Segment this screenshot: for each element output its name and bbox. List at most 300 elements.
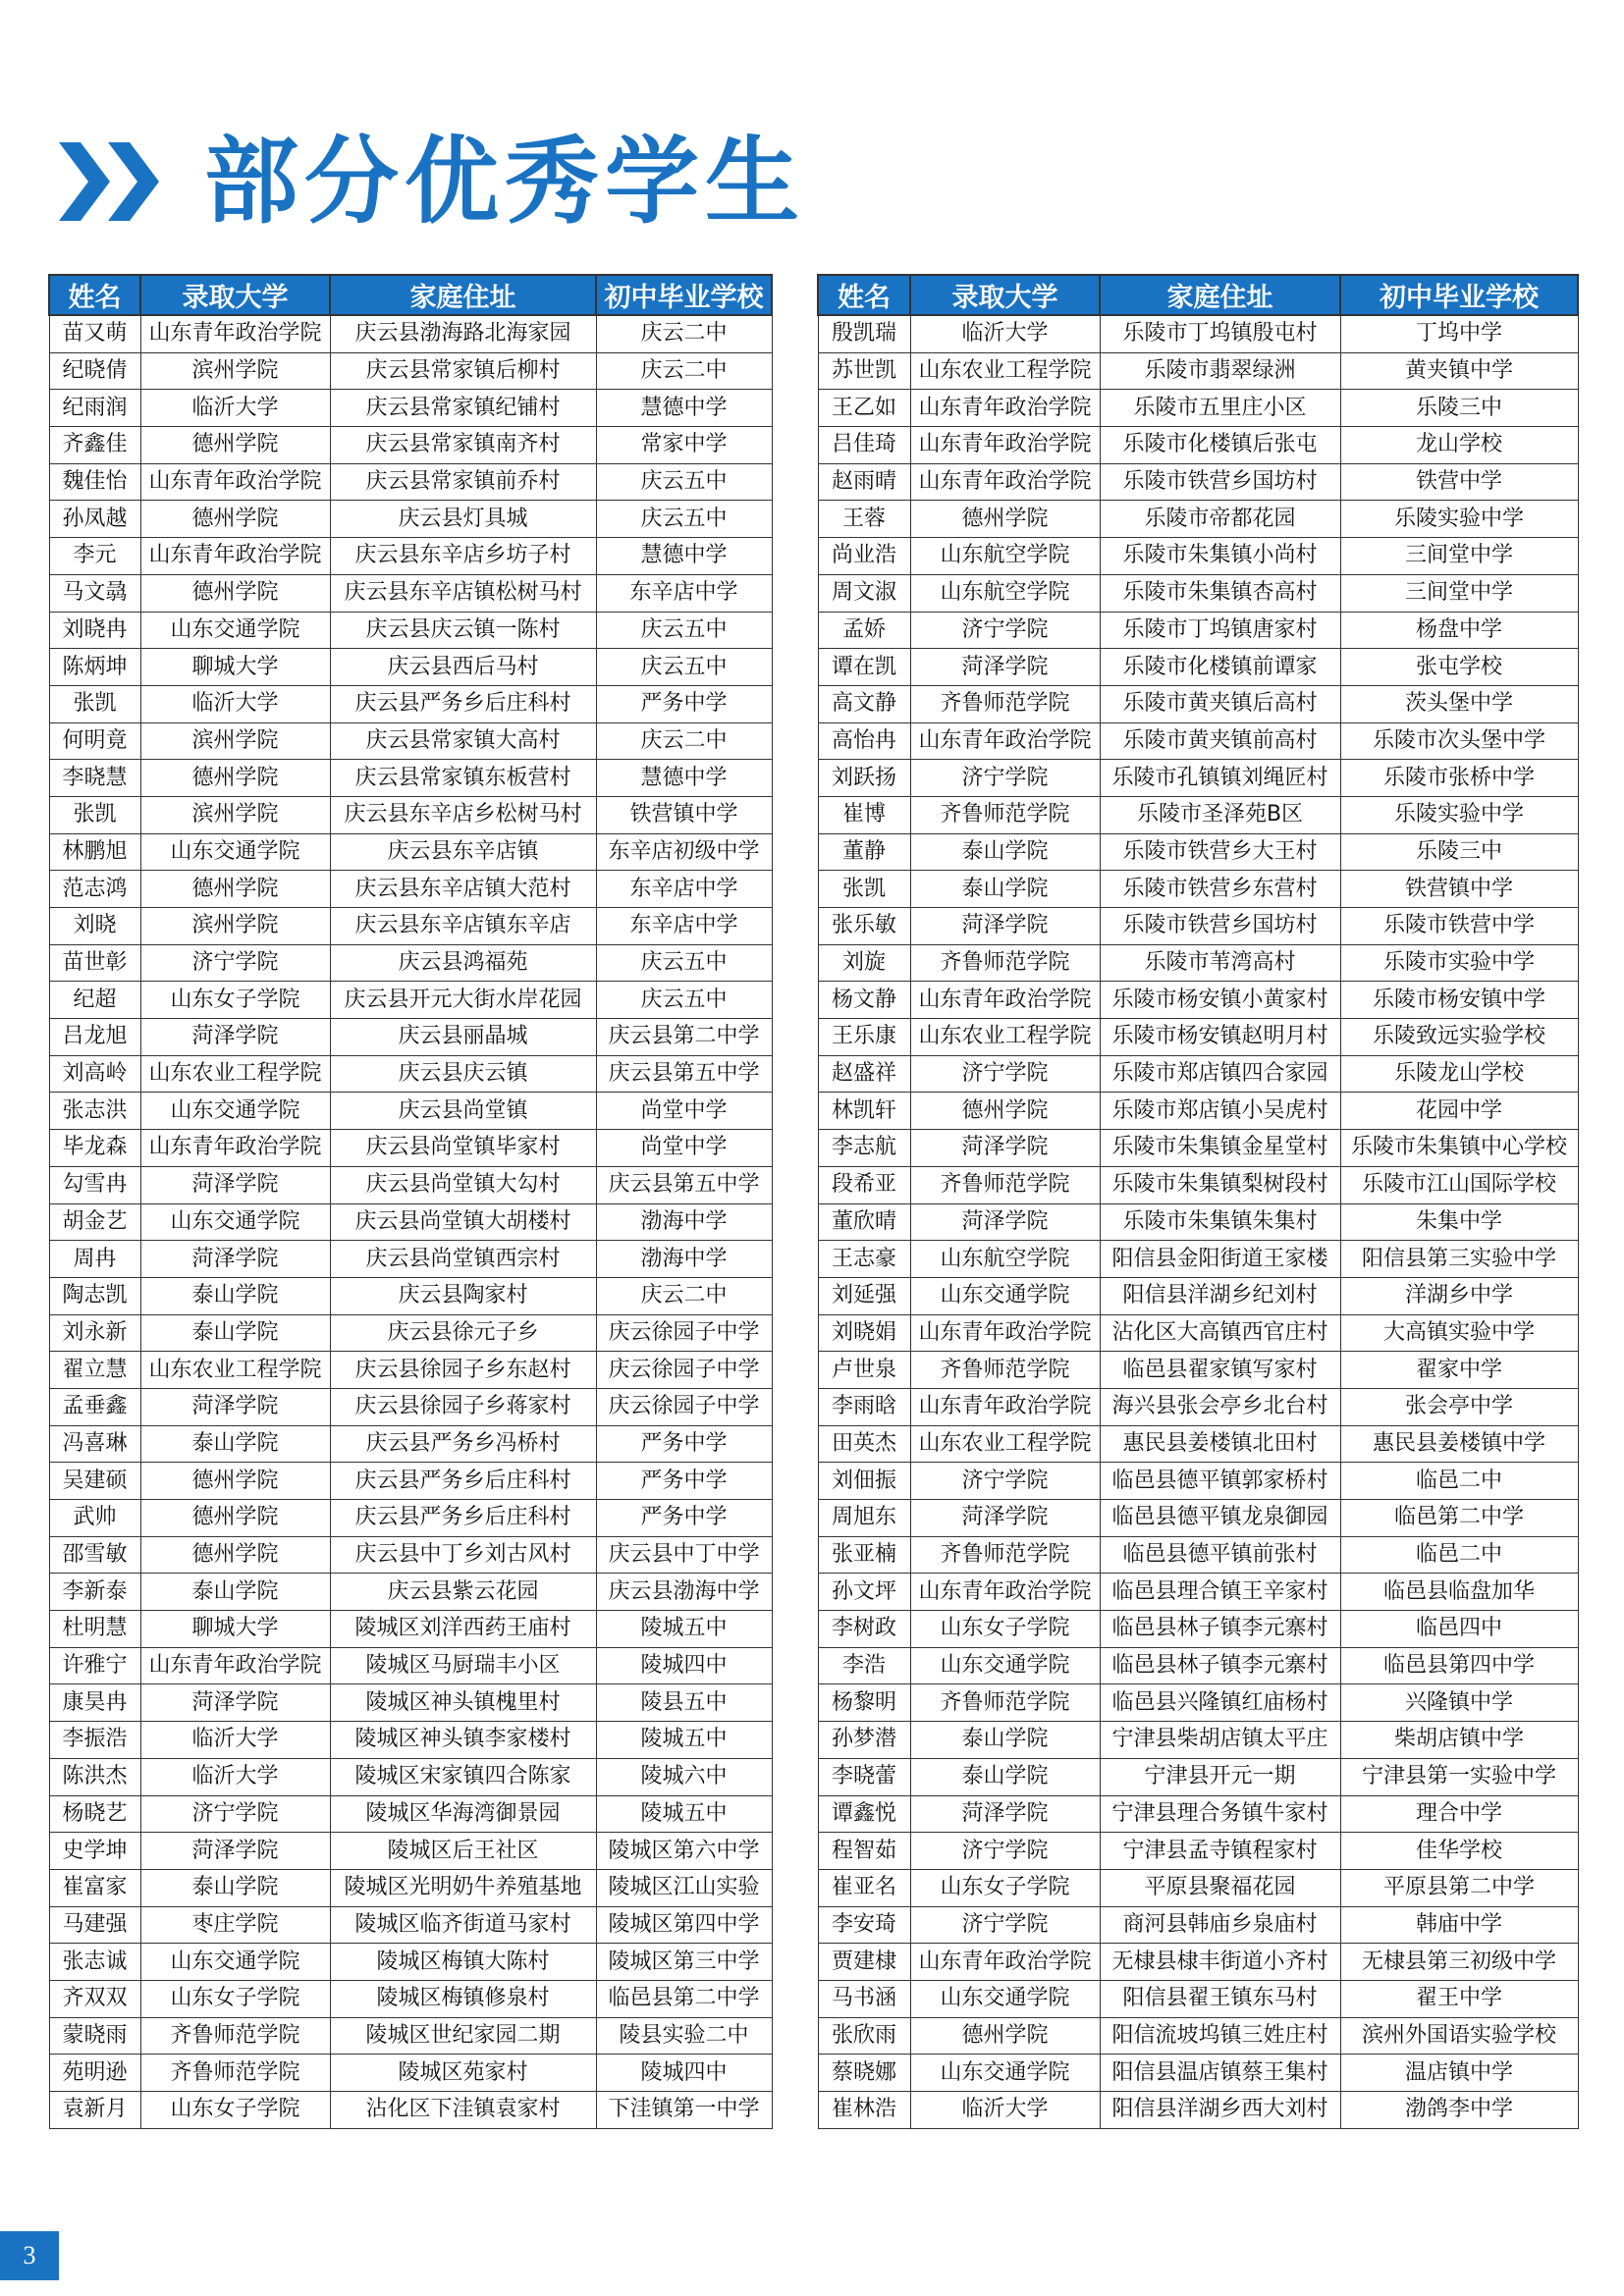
cell-middle-school: 东辛店中学 — [596, 908, 772, 945]
cell-university: 临沂大学 — [140, 1758, 330, 1795]
table-row — [49, 908, 772, 945]
table-row — [49, 796, 772, 833]
cell-address: 陵城区华海湾御景园 — [330, 1795, 596, 1833]
cell-middle-school: 严务中学 — [596, 1500, 772, 1537]
cell-university: 泰山学院 — [910, 871, 1100, 908]
cell-university: 菏泽学院 — [140, 1684, 330, 1722]
cell-address: 乐陵市化楼镇前谭家 — [1100, 649, 1340, 686]
cell-university: 德州学院 — [140, 427, 330, 464]
cell-name: 赵雨晴 — [818, 463, 910, 501]
cell-middle-school: 杨盘中学 — [1340, 612, 1578, 649]
cell-middle-school: 阳信县第三实验中学 — [1340, 1241, 1578, 1278]
header-address: 家庭住址 — [330, 275, 596, 315]
cell-address: 乐陵市朱集镇小尚村 — [1100, 538, 1340, 575]
cell-middle-school: 庆云二中 — [596, 315, 772, 352]
cell-middle-school: 陵城六中 — [596, 1758, 772, 1795]
table-row — [818, 1425, 1578, 1463]
cell-university: 山东青年政治学院 — [910, 1314, 1100, 1352]
cell-middle-school: 乐陵市铁营中学 — [1340, 908, 1578, 945]
cell-middle-school: 龙山学校 — [1340, 427, 1578, 464]
table-row — [818, 1093, 1578, 1130]
cell-address: 庆云县徐园子乡东赵村 — [330, 1352, 596, 1389]
table-row — [818, 612, 1578, 649]
cell-university: 山东交通学院 — [910, 2055, 1100, 2092]
cell-university: 山东青年政治学院 — [140, 1647, 330, 1684]
cell-middle-school: 陵城区第三中学 — [596, 1944, 772, 1981]
cell-middle-school: 庆云县第二中学 — [596, 1019, 772, 1056]
table-row — [818, 1352, 1578, 1389]
table-row — [49, 390, 772, 427]
cell-university: 德州学院 — [140, 574, 330, 612]
table-row — [818, 871, 1578, 908]
cell-university: 泰山学院 — [140, 1869, 330, 1906]
cell-name: 谭在凯 — [818, 649, 910, 686]
cell-name: 李晓蕾 — [818, 1758, 910, 1795]
cell-name: 刘旋 — [818, 944, 910, 982]
table-row — [49, 574, 772, 612]
table-row — [818, 833, 1578, 871]
cell-middle-school: 临邑二中 — [1340, 1463, 1578, 1500]
cell-name: 苏世凯 — [818, 352, 910, 390]
cell-middle-school: 三间堂中学 — [1340, 574, 1578, 612]
cell-address: 临邑县理合镇王辛家村 — [1100, 1574, 1340, 1611]
cell-university: 德州学院 — [140, 760, 330, 797]
cell-name: 许雅宁 — [49, 1647, 140, 1684]
cell-name: 刘晓娟 — [818, 1314, 910, 1352]
cell-university: 山东农业工程学院 — [140, 1352, 330, 1389]
cell-middle-school: 庆云五中 — [596, 982, 772, 1019]
cell-name: 崔博 — [818, 796, 910, 833]
cell-address: 庆云县庆云镇一陈村 — [330, 612, 596, 649]
cell-middle-school: 常家中学 — [596, 427, 772, 464]
cell-university: 山东交通学院 — [140, 612, 330, 649]
table-row — [818, 1019, 1578, 1056]
cell-address: 临邑县林子镇李元寨村 — [1100, 1611, 1340, 1648]
cell-name: 史学坤 — [49, 1833, 140, 1870]
cell-name: 田英杰 — [818, 1425, 910, 1463]
cell-middle-school: 陵城五中 — [596, 1722, 772, 1759]
cell-university: 菏泽学院 — [140, 1019, 330, 1056]
cell-middle-school: 乐陵致远实验学校 — [1340, 1019, 1578, 1056]
cell-name: 刘高岭 — [49, 1055, 140, 1093]
cell-university: 滨州学院 — [140, 796, 330, 833]
cell-university: 济宁学院 — [910, 1906, 1100, 1944]
cell-middle-school: 温店镇中学 — [1340, 2055, 1578, 2092]
cell-address: 临邑县德平镇前张村 — [1100, 1536, 1340, 1574]
table-row — [49, 982, 772, 1019]
cell-name: 张凯 — [49, 796, 140, 833]
cell-name: 吕龙旭 — [49, 1019, 140, 1056]
table-row — [818, 1611, 1578, 1648]
cell-middle-school: 佳华学校 — [1340, 1833, 1578, 1870]
cell-name: 王蓉 — [818, 501, 910, 538]
cell-name: 卢世泉 — [818, 1352, 910, 1389]
cell-university: 菏泽学院 — [140, 1241, 330, 1278]
cell-university: 滨州学院 — [140, 722, 330, 760]
cell-address: 乐陵市苇湾高村 — [1100, 944, 1340, 982]
table-row — [49, 722, 772, 760]
table-row — [818, 722, 1578, 760]
cell-address: 乐陵市铁营乡国坊村 — [1100, 463, 1340, 501]
cell-middle-school: 严务中学 — [596, 1425, 772, 1463]
header-name: 姓名 — [818, 275, 910, 315]
cell-university: 山东青年政治学院 — [910, 1388, 1100, 1425]
cell-university: 泰山学院 — [140, 1277, 330, 1314]
cell-name: 王志豪 — [818, 1241, 910, 1278]
cell-name: 张志诚 — [49, 1944, 140, 1981]
table-row — [818, 1388, 1578, 1425]
cell-middle-school: 东辛店中学 — [596, 574, 772, 612]
cell-university: 济宁学院 — [140, 1795, 330, 1833]
cell-address: 临邑县德平镇龙泉御园 — [1100, 1500, 1340, 1537]
cell-address: 庆云县东辛店镇 — [330, 833, 596, 871]
cell-university: 济宁学院 — [140, 944, 330, 982]
cell-name: 武帅 — [49, 1500, 140, 1537]
table-row — [818, 982, 1578, 1019]
table-row — [818, 1758, 1578, 1795]
cell-middle-school: 慧德中学 — [596, 390, 772, 427]
cell-university: 济宁学院 — [910, 1463, 1100, 1500]
cell-address: 乐陵市化楼镇后张屯 — [1100, 427, 1340, 464]
cell-university: 德州学院 — [910, 501, 1100, 538]
cell-middle-school: 渤海中学 — [596, 1203, 772, 1241]
page-header — [59, 128, 805, 236]
cell-university: 山东交通学院 — [910, 1647, 1100, 1684]
cell-name: 纪雨润 — [49, 390, 140, 427]
cell-address: 乐陵市杨安镇赵明月村 — [1100, 1019, 1340, 1056]
students-table-left — [48, 274, 773, 2129]
cell-address: 庆云县东辛店乡松树马村 — [330, 796, 596, 833]
cell-address: 临邑县兴隆镇红庙杨村 — [1100, 1684, 1340, 1722]
cell-university: 临沂大学 — [140, 1722, 330, 1759]
cell-address: 乐陵市杨安镇小黄家村 — [1100, 982, 1340, 1019]
cell-university: 德州学院 — [910, 2017, 1100, 2055]
cell-middle-school: 滨州外国语实验学校 — [1340, 2017, 1578, 2055]
cell-address: 陵城区世纪家园二期 — [330, 2017, 596, 2055]
cell-middle-school: 临邑四中 — [1340, 1611, 1578, 1648]
cell-middle-school: 严务中学 — [596, 1463, 772, 1500]
cell-address: 阳信流坡坞镇三姓庄村 — [1100, 2017, 1340, 2055]
cell-university: 山东女子学院 — [910, 1869, 1100, 1906]
cell-university: 菏泽学院 — [910, 649, 1100, 686]
table-row — [49, 1611, 772, 1648]
cell-university: 聊城大学 — [140, 1611, 330, 1648]
cell-middle-school: 朱集中学 — [1340, 1203, 1578, 1241]
cell-name: 李新泰 — [49, 1574, 140, 1611]
table-row — [49, 612, 772, 649]
cell-name: 苑明逊 — [49, 2055, 140, 2092]
cell-university: 齐鲁师范学院 — [910, 796, 1100, 833]
cell-middle-school: 铁营中学 — [1340, 463, 1578, 501]
table-row — [49, 1093, 772, 1130]
cell-middle-school: 临邑县临盘加华 — [1340, 1574, 1578, 1611]
cell-university: 山东女子学院 — [140, 2092, 330, 2129]
table-row — [818, 2092, 1578, 2129]
cell-name: 马文骉 — [49, 574, 140, 612]
cell-university: 泰山学院 — [140, 1574, 330, 1611]
cell-middle-school: 庆云五中 — [596, 463, 772, 501]
cell-name: 程智茹 — [818, 1833, 910, 1870]
cell-name: 刘跃扬 — [818, 760, 910, 797]
cell-university: 山东青年政治学院 — [910, 982, 1100, 1019]
cell-name: 齐双双 — [49, 1980, 140, 2017]
cell-university: 齐鲁师范学院 — [910, 1352, 1100, 1389]
table-row — [818, 649, 1578, 686]
table-row — [49, 944, 772, 982]
cell-middle-school: 陵县五中 — [596, 1684, 772, 1722]
table-row — [818, 1980, 1578, 2017]
table-row — [818, 463, 1578, 501]
cell-university: 泰山学院 — [910, 1758, 1100, 1795]
cell-name: 张欣雨 — [818, 2017, 910, 2055]
cell-address: 陵城区临齐街道马家村 — [330, 1906, 596, 1944]
cell-middle-school: 张屯学校 — [1340, 649, 1578, 686]
cell-university: 临沂大学 — [140, 390, 330, 427]
cell-university: 齐鲁师范学院 — [140, 2055, 330, 2092]
cell-middle-school: 三间堂中学 — [1340, 538, 1578, 575]
table-row — [49, 1277, 772, 1314]
double-chevron-right-icon — [59, 137, 167, 226]
cell-address: 乐陵市黄夹镇前高村 — [1100, 722, 1340, 760]
table-row — [818, 796, 1578, 833]
cell-name: 陶志凯 — [49, 1277, 140, 1314]
table-row — [818, 1869, 1578, 1906]
cell-address: 陵城区后王社区 — [330, 1833, 596, 1870]
cell-university: 山东青年政治学院 — [910, 427, 1100, 464]
cell-university: 滨州学院 — [140, 352, 330, 390]
table-row — [818, 1314, 1578, 1352]
cell-address: 宁津县孟寺镇程家村 — [1100, 1833, 1340, 1870]
students-table-right — [817, 274, 1579, 2129]
cell-university: 山东交通学院 — [140, 1944, 330, 1981]
cell-name: 纪超 — [49, 982, 140, 1019]
cell-address: 庆云县尚堂镇 — [330, 1093, 596, 1130]
table-row — [49, 649, 772, 686]
cell-middle-school: 庆云二中 — [596, 352, 772, 390]
cell-middle-school: 渤海中学 — [596, 1241, 772, 1278]
cell-address: 乐陵市黄夹镇后高村 — [1100, 685, 1340, 722]
cell-university: 山东航空学院 — [910, 538, 1100, 575]
cell-address: 庆云县东辛店镇东辛店 — [330, 908, 596, 945]
cell-address: 乐陵市帝都花园 — [1100, 501, 1340, 538]
cell-address: 乐陵市朱集镇朱集村 — [1100, 1203, 1340, 1241]
cell-middle-school: 宁津县第一实验中学 — [1340, 1758, 1578, 1795]
cell-university: 临沂大学 — [910, 315, 1100, 352]
cell-name: 张凯 — [818, 871, 910, 908]
cell-address: 庆云县常家镇东板营村 — [330, 760, 596, 797]
cell-name: 陈洪杰 — [49, 1758, 140, 1795]
cell-middle-school: 陵县实验二中 — [596, 2017, 772, 2055]
table-row — [818, 1241, 1578, 1278]
cell-middle-school: 无棣县第三初级中学 — [1340, 1944, 1578, 1981]
table-row — [818, 1055, 1578, 1093]
cell-name: 纪晓倩 — [49, 352, 140, 390]
cell-name: 李安琦 — [818, 1906, 910, 1944]
cell-address: 庆云县徐园子乡蒋家村 — [330, 1388, 596, 1425]
cell-university: 济宁学院 — [910, 1055, 1100, 1093]
cell-name: 刘延强 — [818, 1277, 910, 1314]
table-row — [49, 1019, 772, 1056]
cell-university: 山东航空学院 — [910, 574, 1100, 612]
table-row — [49, 1166, 772, 1203]
cell-address: 庆云县常家镇后柳村 — [330, 352, 596, 390]
table-row — [49, 1388, 772, 1425]
cell-address: 庆云县紫云花园 — [330, 1574, 596, 1611]
cell-name: 孙文坪 — [818, 1574, 910, 1611]
cell-address: 庆云县西后马村 — [330, 649, 596, 686]
cell-address: 陵城区梅镇大陈村 — [330, 1944, 596, 1981]
cell-address: 庆云县丽晶城 — [330, 1019, 596, 1056]
cell-university: 齐鲁师范学院 — [140, 2017, 330, 2055]
table-row — [49, 463, 772, 501]
cell-middle-school: 庆云五中 — [596, 501, 772, 538]
page-number-badge: 3 — [0, 2231, 59, 2280]
cell-middle-school: 渤鸽李中学 — [1340, 2092, 1578, 2129]
table-row — [818, 574, 1578, 612]
cell-middle-school: 庆云县渤海中学 — [596, 1574, 772, 1611]
table-row — [818, 1203, 1578, 1241]
cell-address: 宁津县柴胡店镇太平庄 — [1100, 1722, 1340, 1759]
cell-university: 山东女子学院 — [140, 1980, 330, 2017]
cell-middle-school: 大高镇实验中学 — [1340, 1314, 1578, 1352]
cell-name: 杨文静 — [818, 982, 910, 1019]
cell-middle-school: 乐陵市江山国际学校 — [1340, 1166, 1578, 1203]
cell-middle-school: 韩庙中学 — [1340, 1906, 1578, 1944]
header-name: 姓名 — [49, 275, 140, 315]
cell-university: 滨州学院 — [140, 908, 330, 945]
cell-address: 庆云县开元大街水岸花园 — [330, 982, 596, 1019]
cell-name: 刘晓 — [49, 908, 140, 945]
cell-name: 张亚楠 — [818, 1536, 910, 1574]
table-row — [818, 1684, 1578, 1722]
table-row — [818, 1277, 1578, 1314]
cell-address: 海兴县张会亭乡北台村 — [1100, 1388, 1340, 1425]
cell-middle-school: 陵城区第六中学 — [596, 1833, 772, 1870]
cell-name: 杜明慧 — [49, 1611, 140, 1648]
cell-middle-school: 慧德中学 — [596, 760, 772, 797]
cell-address: 庆云县鸿福苑 — [330, 944, 596, 982]
cell-address: 庆云县严务乡后庄科村 — [330, 685, 596, 722]
table-row — [818, 427, 1578, 464]
cell-name: 张志洪 — [49, 1093, 140, 1130]
cell-name: 周文淑 — [818, 574, 910, 612]
table-row — [818, 501, 1578, 538]
cell-name: 尚业浩 — [818, 538, 910, 575]
cell-address: 商河县韩庙乡泉庙村 — [1100, 1906, 1340, 1944]
cell-university: 山东交通学院 — [140, 833, 330, 871]
cell-middle-school: 东辛店中学 — [596, 871, 772, 908]
cell-university: 德州学院 — [140, 1500, 330, 1537]
table-row — [49, 2092, 772, 2129]
cell-middle-school: 庆云五中 — [596, 944, 772, 982]
cell-address: 庆云县东辛店乡坊子村 — [330, 538, 596, 575]
cell-address: 陵城区神头镇槐里村 — [330, 1684, 596, 1722]
header-university: 录取大学 — [140, 275, 330, 315]
cell-name: 何明竟 — [49, 722, 140, 760]
cell-address: 庆云县徐元子乡 — [330, 1314, 596, 1352]
cell-middle-school: 庆云徐园子中学 — [596, 1352, 772, 1389]
cell-university: 山东交通学院 — [140, 1093, 330, 1130]
cell-address: 陵城区梅镇修泉村 — [330, 1980, 596, 2017]
cell-middle-school: 乐陵市次头堡中学 — [1340, 722, 1578, 760]
cell-address: 宁津县理合务镇牛家村 — [1100, 1795, 1340, 1833]
cell-university: 德州学院 — [140, 871, 330, 908]
cell-address: 乐陵市铁营乡东营村 — [1100, 871, 1340, 908]
table-row — [49, 1833, 772, 1870]
cell-name: 林鹏旭 — [49, 833, 140, 871]
cell-address: 陵城区宋家镇四合陈家 — [330, 1758, 596, 1795]
cell-university: 枣庄学院 — [140, 1906, 330, 1944]
table-row — [49, 1944, 772, 1981]
cell-address: 庆云县东辛店镇松树马村 — [330, 574, 596, 612]
cell-middle-school: 临邑第二中学 — [1340, 1500, 1578, 1537]
cell-university: 齐鲁师范学院 — [910, 1166, 1100, 1203]
table-row — [49, 501, 772, 538]
cell-name: 崔亚名 — [818, 1869, 910, 1906]
header-middle-school: 初中毕业学校 — [1340, 275, 1578, 315]
cell-middle-school: 平原县第二中学 — [1340, 1869, 1578, 1906]
cell-university: 德州学院 — [910, 1093, 1100, 1130]
cell-address: 陵城区光明奶牛养殖基地 — [330, 1869, 596, 1906]
cell-address: 乐陵市丁坞镇殷屯村 — [1100, 315, 1340, 352]
cell-university: 山东青年政治学院 — [140, 538, 330, 575]
cell-middle-school: 庆云徐园子中学 — [596, 1388, 772, 1425]
table-row — [49, 1500, 772, 1537]
cell-middle-school: 东辛店初级中学 — [596, 833, 772, 871]
cell-middle-school: 丁坞中学 — [1340, 315, 1578, 352]
cell-address: 庆云县中丁乡刘古风村 — [330, 1536, 596, 1574]
cell-address: 乐陵市铁营乡大王村 — [1100, 833, 1340, 871]
cell-name: 赵盛祥 — [818, 1055, 910, 1093]
cell-address: 庆云县尚堂镇毕家村 — [330, 1130, 596, 1167]
table-row — [49, 1463, 772, 1500]
cell-middle-school: 陵城五中 — [596, 1611, 772, 1648]
cell-university: 山东青年政治学院 — [140, 315, 330, 352]
cell-university: 济宁学院 — [910, 612, 1100, 649]
cell-name: 贾建棣 — [818, 1944, 910, 1981]
cell-middle-school: 惠民县姜楼镇中学 — [1340, 1425, 1578, 1463]
table-row — [818, 352, 1578, 390]
table-row — [818, 1722, 1578, 1759]
table-row — [49, 538, 772, 575]
cell-name: 毕龙森 — [49, 1130, 140, 1167]
table-row — [49, 1055, 772, 1093]
cell-university: 齐鲁师范学院 — [910, 944, 1100, 982]
cell-address: 乐陵市朱集镇金星堂村 — [1100, 1130, 1340, 1167]
cell-name: 崔富家 — [49, 1869, 140, 1906]
cell-middle-school: 理合中学 — [1340, 1795, 1578, 1833]
cell-address: 庆云县严务乡后庄科村 — [330, 1500, 596, 1537]
table-row — [49, 1684, 772, 1722]
table-row — [49, 833, 772, 871]
cell-name: 李晓慧 — [49, 760, 140, 797]
table-row — [818, 1833, 1578, 1870]
cell-university: 山东青年政治学院 — [910, 390, 1100, 427]
cell-middle-school: 乐陵三中 — [1340, 390, 1578, 427]
cell-name: 孟垂鑫 — [49, 1388, 140, 1425]
table-row — [818, 1574, 1578, 1611]
cell-name: 杨黎明 — [818, 1684, 910, 1722]
cell-name: 蒙晓雨 — [49, 2017, 140, 2055]
cell-name: 殷凯瑞 — [818, 315, 910, 352]
cell-university: 山东青年政治学院 — [910, 1574, 1100, 1611]
table-row — [49, 1869, 772, 1906]
cell-middle-school: 尚堂中学 — [596, 1130, 772, 1167]
table-row — [49, 1536, 772, 1574]
table-row — [818, 944, 1578, 982]
cell-address: 陵城区马厨瑞丰小区 — [330, 1647, 596, 1684]
cell-middle-school: 庆云县第五中学 — [596, 1055, 772, 1093]
